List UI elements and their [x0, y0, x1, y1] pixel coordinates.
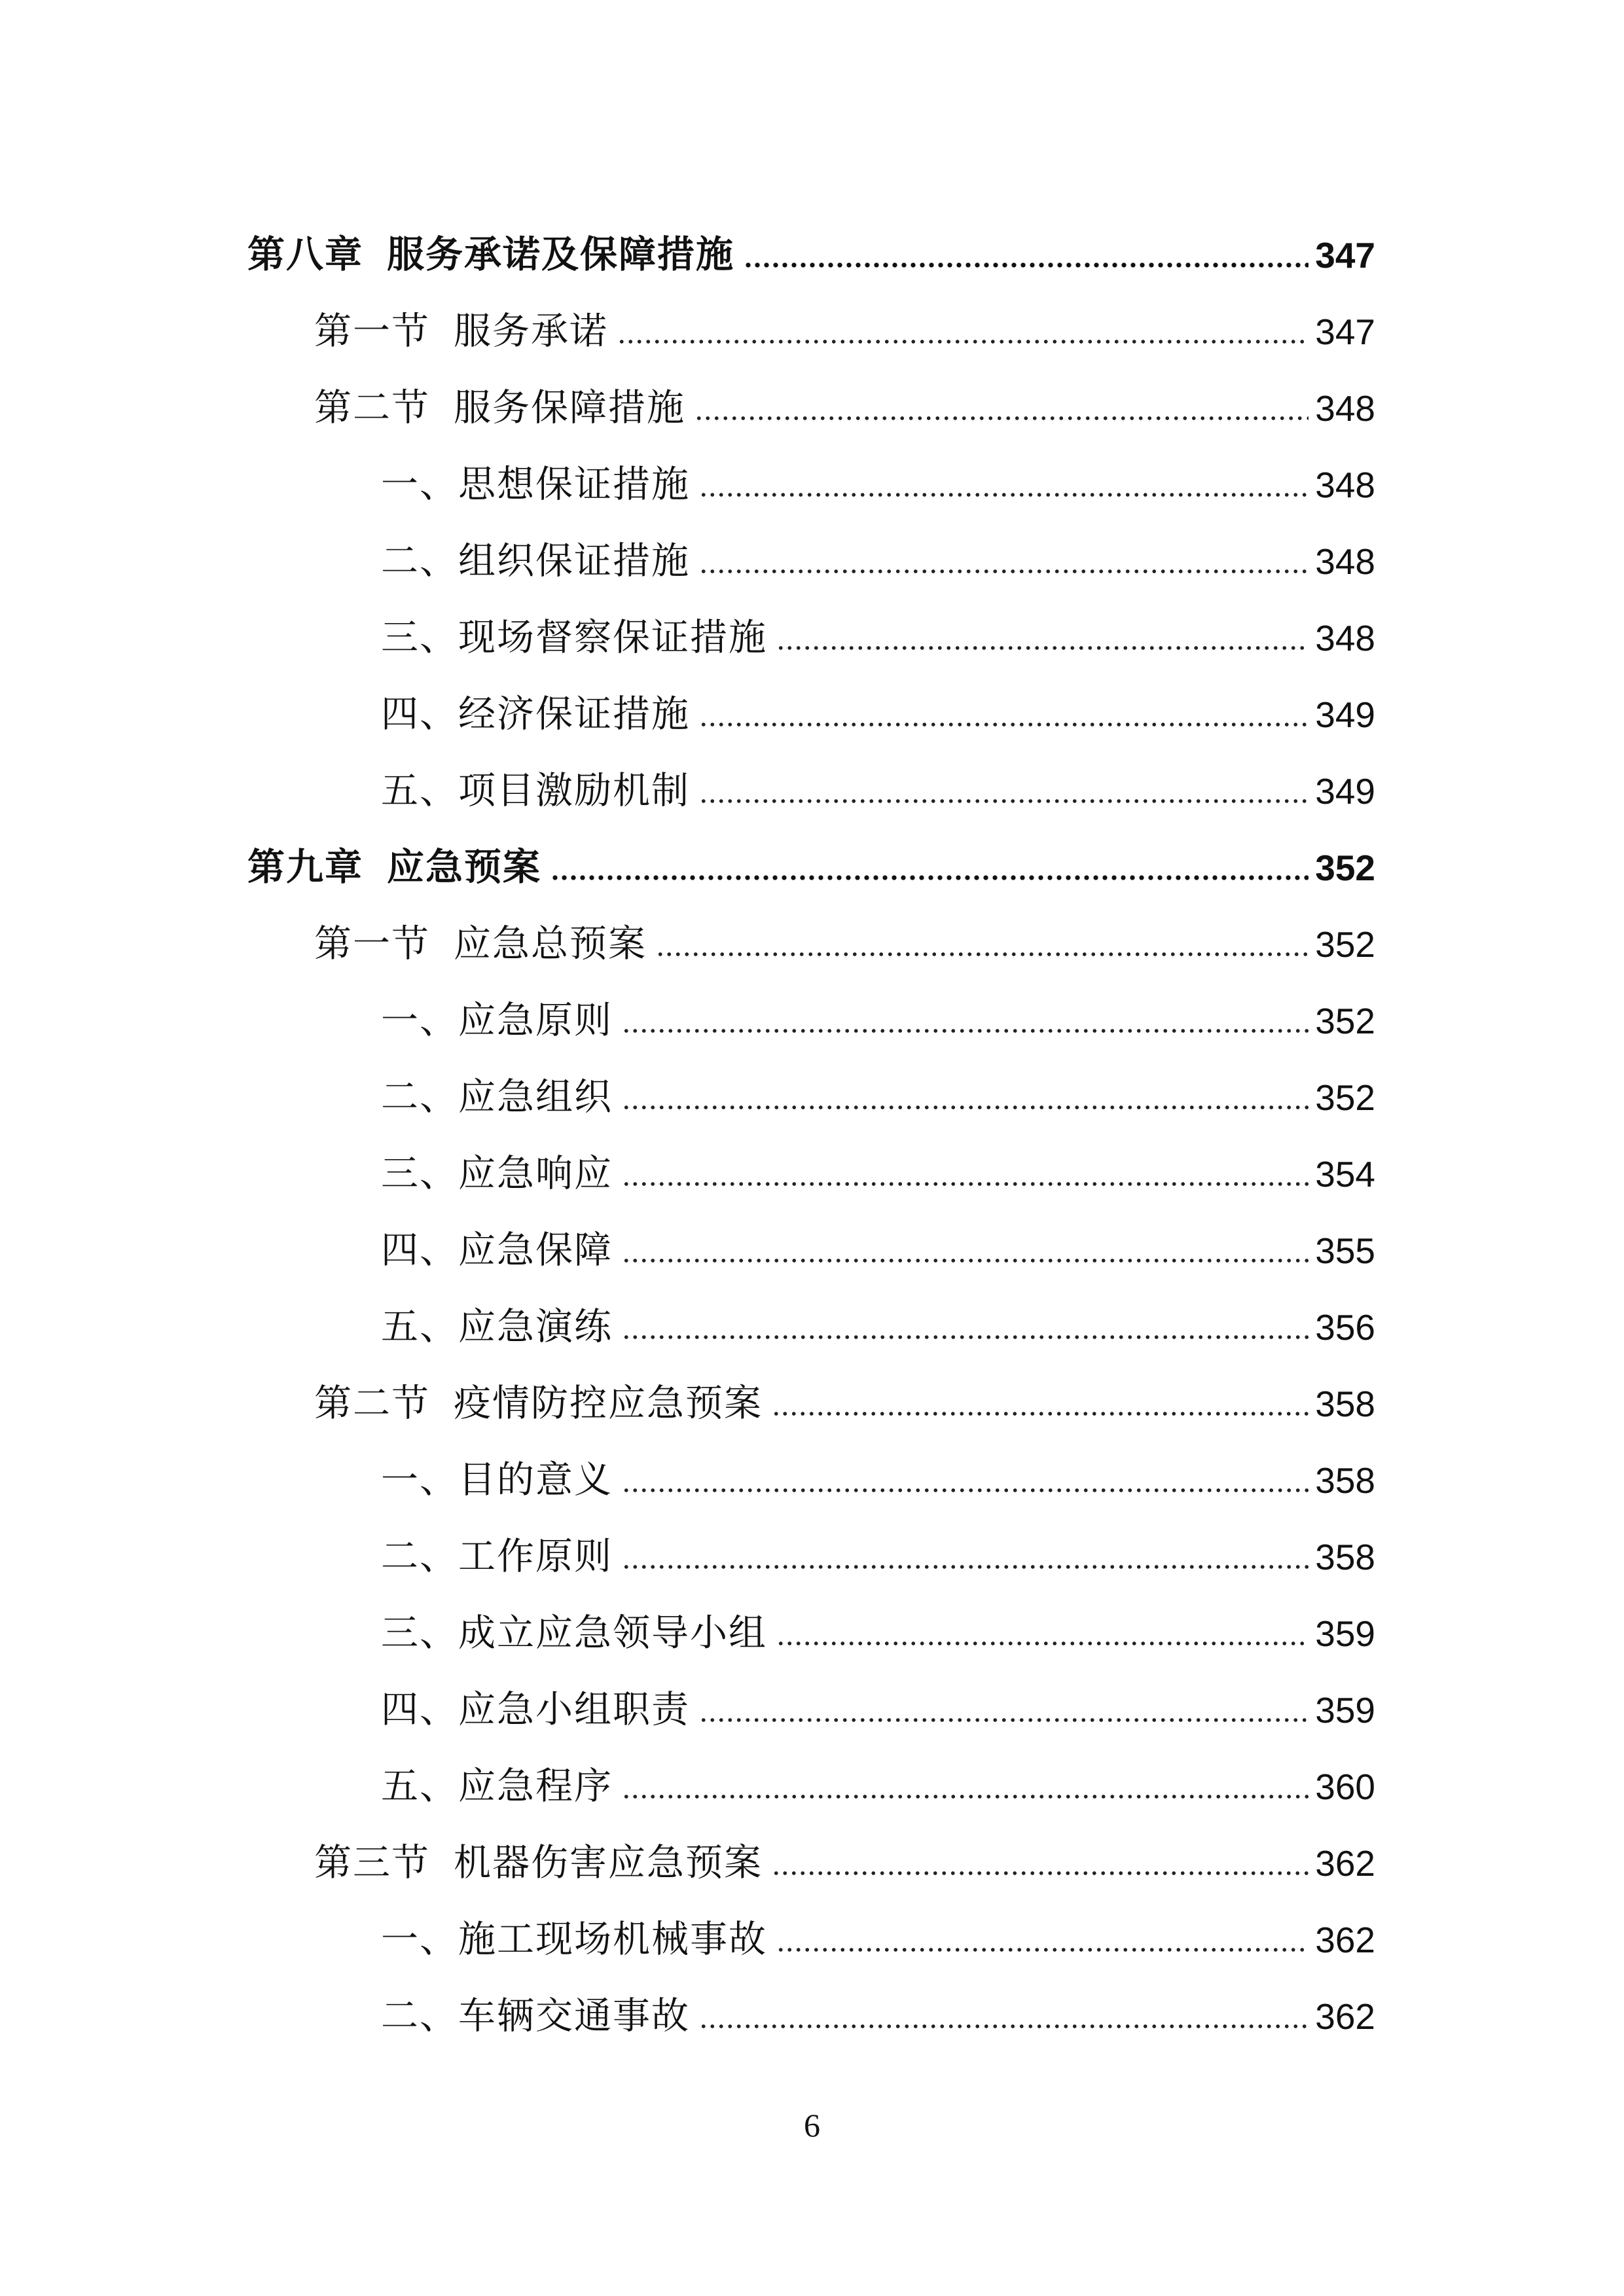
entry-title: 第九章 应急预案: [247, 846, 541, 889]
toc-entry-section[interactable]: [0, 285, 1624, 353]
entry-title: 一、目的意义: [381, 1458, 613, 1501]
entry-title: 五、应急程序: [381, 1765, 613, 1808]
dot-leader: [550, 875, 1308, 880]
toc-entry-subsection[interactable]: [0, 744, 1624, 810]
entry-title: 一、施工现场机械事故: [381, 1918, 767, 1961]
dot-leader: [622, 1181, 1308, 1187]
entry-title: 二、应急组织: [381, 1075, 613, 1119]
entry-page-number: 352: [1315, 924, 1375, 965]
toc-entry-subsection[interactable]: [0, 1280, 1624, 1346]
toc-entry-subsection[interactable]: [0, 438, 1624, 506]
entry-title: 第八章 服务承诺及保障措施: [247, 233, 734, 276]
entry-title: 一、应急原则: [381, 999, 613, 1042]
entry-page-number: 347: [1315, 312, 1375, 352]
dot-leader: [699, 1717, 1308, 1723]
toc-entry-subsection[interactable]: [0, 668, 1624, 736]
entry-page-number: 352: [1315, 1077, 1375, 1118]
dot-leader: [617, 339, 1308, 344]
entry-title: 三、应急响应: [381, 1152, 613, 1195]
entry-page-number: 349: [1315, 694, 1375, 735]
toc-entry-subsection[interactable]: [0, 514, 1624, 583]
dot-leader: [772, 1411, 1308, 1416]
entry-page-number: 354: [1315, 1154, 1375, 1194]
dot-leader: [699, 492, 1308, 497]
entry-title: 五、应急演练: [381, 1305, 613, 1348]
entry-page-number: 360: [1315, 1767, 1375, 1807]
dot-leader: [622, 1105, 1308, 1110]
entry-title: 第三节 机器伤害应急预案: [314, 1841, 763, 1884]
toc-entry-section[interactable]: [0, 361, 1624, 427]
toc-entry-subsection[interactable]: [0, 1433, 1624, 1499]
page-number: 6: [804, 2107, 820, 2144]
entry-title: 二、车辆交通事故: [381, 1994, 690, 2037]
toc-entry-subsection[interactable]: [0, 1740, 1624, 1808]
toc-entry-section[interactable]: [0, 897, 1624, 963]
dot-leader: [699, 798, 1308, 804]
dot-leader: [695, 416, 1308, 421]
entry-title: 第二节 服务保障措施: [314, 386, 685, 429]
entry-page-number: 359: [1315, 1613, 1375, 1654]
entry-page-number: 362: [1315, 1843, 1375, 1884]
toc-entry-subsection[interactable]: [0, 1127, 1624, 1193]
entry-page-number: 358: [1315, 1384, 1375, 1424]
toc-entry-subsection[interactable]: [0, 1587, 1624, 1655]
toc-entry-section[interactable]: [0, 1357, 1624, 1425]
dot-leader: [776, 1947, 1308, 1952]
entry-title: 三、现场督察保证措施: [381, 616, 767, 659]
dot-leader: [699, 569, 1308, 574]
toc-entry-section[interactable]: [0, 1816, 1624, 1882]
toc-entry-subsection[interactable]: [0, 1893, 1624, 1961]
entry-page-number: 347: [1315, 235, 1375, 276]
entry-page-number: 358: [1315, 1537, 1375, 1577]
entry-title: 第二节 疫情防控应急预案: [314, 1382, 763, 1425]
dot-leader: [622, 1335, 1308, 1340]
entry-title: 四、应急小组职责: [381, 1688, 690, 1731]
toc-entry-subsection[interactable]: [0, 974, 1624, 1042]
toc-entry-chapter-9[interactable]: [0, 821, 1624, 889]
entry-page-number: 352: [1315, 1001, 1375, 1041]
entry-title: 二、组织保证措施: [381, 539, 690, 583]
entry-page-number: 348: [1315, 541, 1375, 582]
dot-leader: [772, 1871, 1308, 1876]
toc-entry-subsection[interactable]: [0, 591, 1624, 659]
entry-page-number: 355: [1315, 1230, 1375, 1271]
dot-leader: [776, 1641, 1308, 1646]
entry-title: 第一节 应急总预案: [314, 922, 647, 965]
entry-title: 一、思想保证措施: [381, 463, 690, 506]
dot-leader: [622, 1488, 1308, 1493]
dot-leader: [622, 1028, 1308, 1033]
entry-page-number: 348: [1315, 388, 1375, 429]
entry-title: 五、项目激励机制: [381, 769, 690, 812]
entry-page-number: 349: [1315, 771, 1375, 812]
toc-entry-subsection[interactable]: [0, 1204, 1624, 1272]
toc-entry-subsection[interactable]: [0, 1969, 1624, 2035]
entry-page-number: 359: [1315, 1690, 1375, 1731]
dot-leader: [622, 1258, 1308, 1263]
dot-leader: [699, 2024, 1308, 2029]
entry-page-number: 348: [1315, 465, 1375, 505]
dot-leader: [622, 1564, 1308, 1570]
dot-leader: [699, 722, 1308, 727]
entry-page-number: 358: [1315, 1460, 1375, 1501]
toc-entry-subsection[interactable]: [0, 1050, 1624, 1119]
entry-title: 三、成立应急领导小组: [381, 1611, 767, 1655]
entry-page-number: 362: [1315, 1996, 1375, 2037]
entry-title: 第一节 服务承诺: [314, 310, 608, 353]
entry-page-number: 348: [1315, 618, 1375, 658]
entry-title: 四、经济保证措施: [381, 692, 690, 736]
entry-page-number: 356: [1315, 1307, 1375, 1348]
entry-page-number: 352: [1315, 848, 1375, 888]
dot-leader: [744, 262, 1308, 268]
dot-leader: [776, 645, 1308, 651]
dot-leader: [622, 1794, 1308, 1799]
toc-entry-subsection[interactable]: [0, 1663, 1624, 1729]
entry-page-number: 362: [1315, 1920, 1375, 1960]
entry-title: 四、应急保障: [381, 1229, 613, 1272]
toc-entry-subsection[interactable]: [0, 1510, 1624, 1578]
toc-entry-chapter-8[interactable]: [0, 208, 1624, 274]
entry-title: 二、工作原则: [381, 1535, 613, 1578]
dot-leader: [656, 952, 1308, 957]
